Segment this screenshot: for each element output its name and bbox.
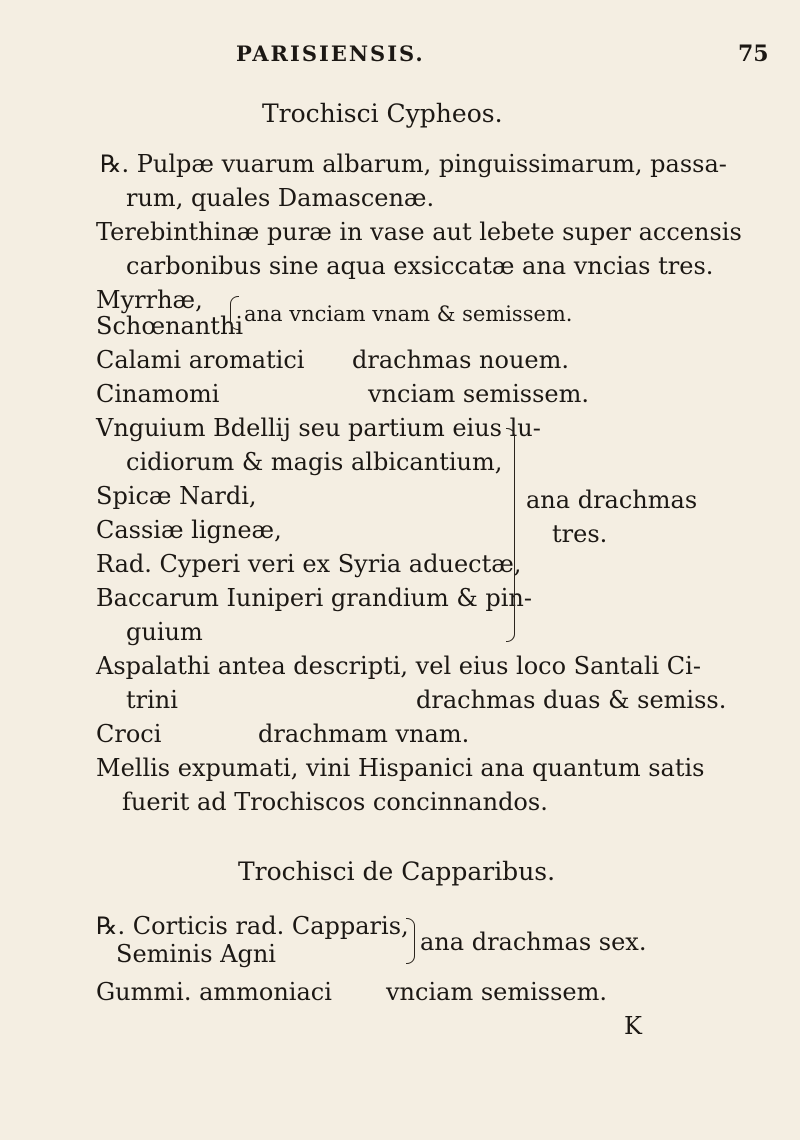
text-line: Terebinthinæ puræ in vase aut lebete super accensis	[96, 218, 742, 246]
ingredient-line: guium	[126, 618, 203, 646]
ingredient-line: Gummi. ammoniaci	[96, 978, 332, 1006]
quantity-line: ana vnciam vnam & semissem.	[244, 302, 573, 326]
ingredient-line: Cassiæ ligneæ,	[96, 516, 282, 544]
brace-mark	[406, 918, 415, 964]
ingredient-line: Baccarum Iuniperi grandium & pin-	[96, 584, 532, 612]
brace-mark	[230, 296, 239, 330]
text-line: ℞. Pulpæ vuarum albarum, pinguissimarum, passa-	[100, 150, 727, 178]
ingredient-line: Seminis Agni	[116, 940, 276, 968]
ingredient-line: Croci	[96, 720, 162, 748]
signature-mark: K	[624, 1012, 642, 1040]
ingredient-line: Calami aromatici	[96, 346, 305, 374]
brace-mark	[506, 428, 515, 642]
ingredient-line: Myrrhæ,	[96, 286, 203, 314]
page-number: 75	[738, 41, 769, 67]
ingredient-line: trini	[126, 686, 178, 714]
quantity-line: ana drachmas sex.	[420, 928, 647, 956]
quantity-line: vnciam semissem.	[368, 380, 590, 408]
quantity-line: ana drachmas	[526, 486, 698, 514]
ingredient-line: Vnguium Bdellij seu partium eius lu-	[96, 414, 541, 442]
quantity-line: drachmas nouem.	[352, 346, 570, 374]
section-title: Trochisci de Capparibus.	[238, 857, 556, 886]
ingredient-line: Aspalathi antea descripti, vel eius loco Santali Ci-	[96, 652, 701, 680]
ingredient-line: Rad. Cyperi veri ex Syria aduectæ,	[96, 550, 522, 578]
ingredient-line: Spicæ Nardi,	[96, 482, 257, 510]
text-line: Mellis expumati, vini Hispanici ana quantum satis	[96, 754, 705, 782]
quantity-line: drachmam vnam.	[258, 720, 470, 748]
text-line: fuerit ad Trochiscos concinnandos.	[122, 788, 548, 816]
quantity-line: vnciam semissem.	[386, 978, 608, 1006]
running-title: PARISIENSIS.	[236, 41, 425, 66]
quantity-line: tres.	[552, 520, 608, 548]
section-title: Trochisci Cypheos.	[262, 99, 503, 128]
ingredient-line: ℞. Corticis rad. Capparis,	[96, 912, 409, 940]
quantity-line: drachmas duas & semiss.	[416, 686, 727, 714]
ingredient-line: cidiorum & magis albicantium,	[126, 448, 503, 476]
text-line: rum, quales Damascenæ.	[126, 184, 435, 212]
text-line: carbonibus sine aqua exsiccatæ ana vncias tres.	[126, 252, 714, 280]
ingredient-line: Schœnanthi	[96, 312, 244, 340]
ingredient-line: Cinamomi	[96, 380, 220, 408]
